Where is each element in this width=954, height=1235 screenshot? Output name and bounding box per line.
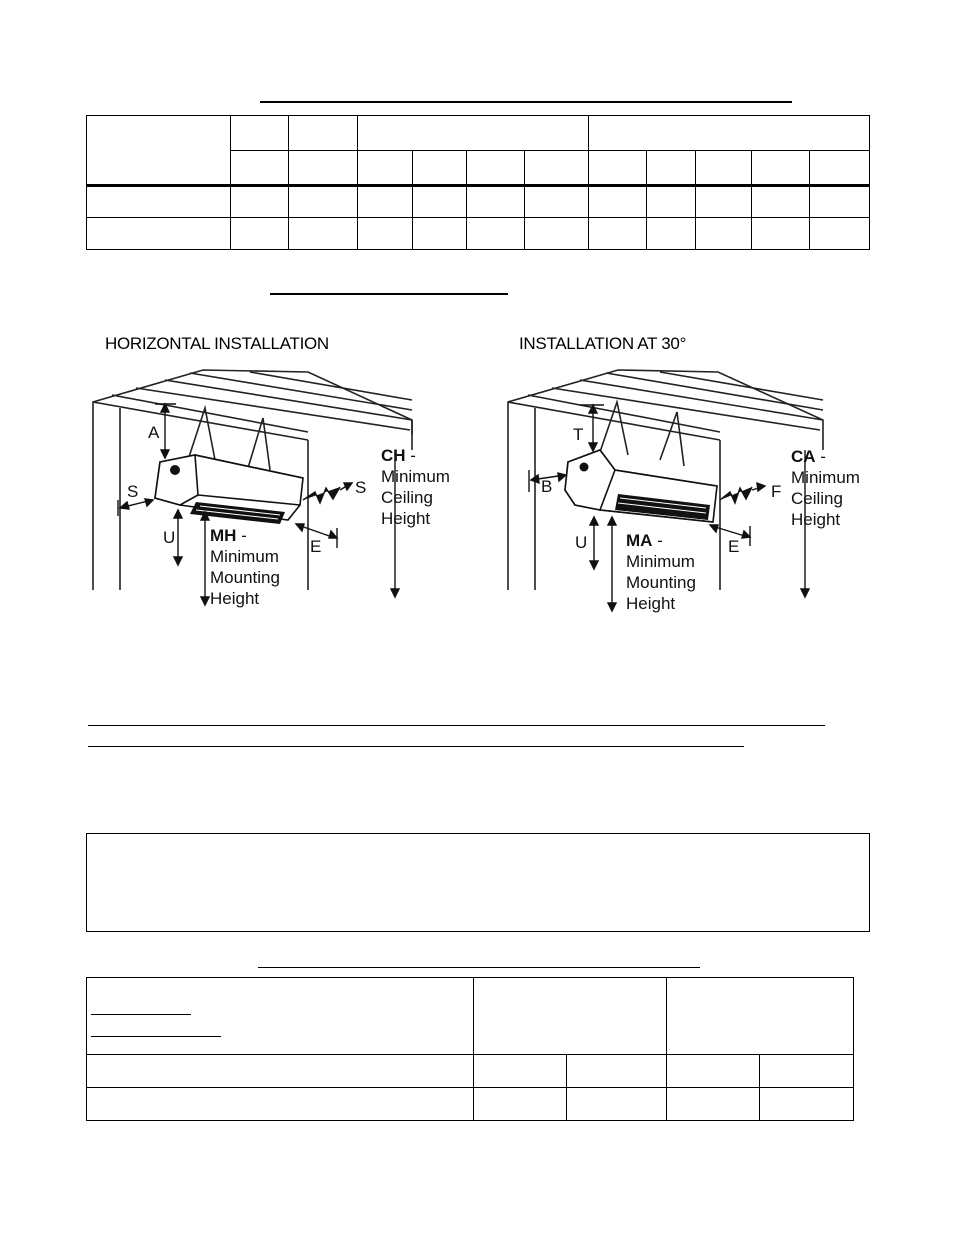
- table-cell: [474, 978, 667, 1055]
- table-cell: [87, 978, 474, 1055]
- horizontal-installation-title: HORIZONTAL INSTALLATION: [105, 334, 329, 353]
- control-knob-icon: [170, 465, 180, 475]
- note-box: [86, 833, 870, 932]
- underline-b: [91, 1036, 221, 1037]
- label-ma-line2: Minimum: [626, 552, 695, 571]
- label-t: T: [573, 425, 584, 444]
- label-s-left: S: [127, 482, 139, 501]
- label-a: A: [148, 423, 160, 442]
- label-ma-line3: Mounting: [626, 573, 696, 592]
- table-row: [87, 1055, 854, 1088]
- label-mh-line3: Mounting: [210, 568, 280, 587]
- label-e: E: [728, 537, 740, 556]
- label-ch: CH -: [381, 446, 416, 465]
- label-ma: MA -: [626, 531, 663, 550]
- table-row: [87, 1088, 854, 1121]
- label-ca-line2: Minimum: [791, 468, 860, 487]
- bottom-spec-table: [86, 977, 854, 1121]
- label-ch-line2: Minimum: [381, 467, 450, 486]
- label-u: U: [575, 533, 588, 552]
- table-cell: [667, 978, 854, 1055]
- bottom-table-heading-rule: [258, 967, 700, 968]
- angled-installation-title: INSTALLATION AT 30°: [519, 334, 687, 353]
- text-underline-1: [88, 725, 825, 726]
- control-knob-icon: [580, 463, 589, 472]
- label-f: F: [771, 482, 782, 501]
- label-b: B: [541, 477, 553, 496]
- label-u: U: [163, 528, 176, 547]
- label-ma-line4: Height: [626, 594, 676, 613]
- underline-a: [91, 1014, 191, 1015]
- label-mh: MH -: [210, 526, 247, 545]
- label-s-right: S: [355, 478, 367, 497]
- label-e: E: [310, 537, 322, 556]
- label-ch-line4: Height: [381, 509, 431, 528]
- text-underline-2: [88, 746, 744, 747]
- label-mh-line2: Minimum: [210, 547, 279, 566]
- label-ch-line3: Ceiling: [381, 488, 433, 507]
- label-ca-line3: Ceiling: [791, 489, 843, 508]
- label-mh-line4: Height: [210, 589, 260, 608]
- label-ca: CA -: [791, 447, 826, 466]
- label-ca-line4: Height: [791, 510, 841, 529]
